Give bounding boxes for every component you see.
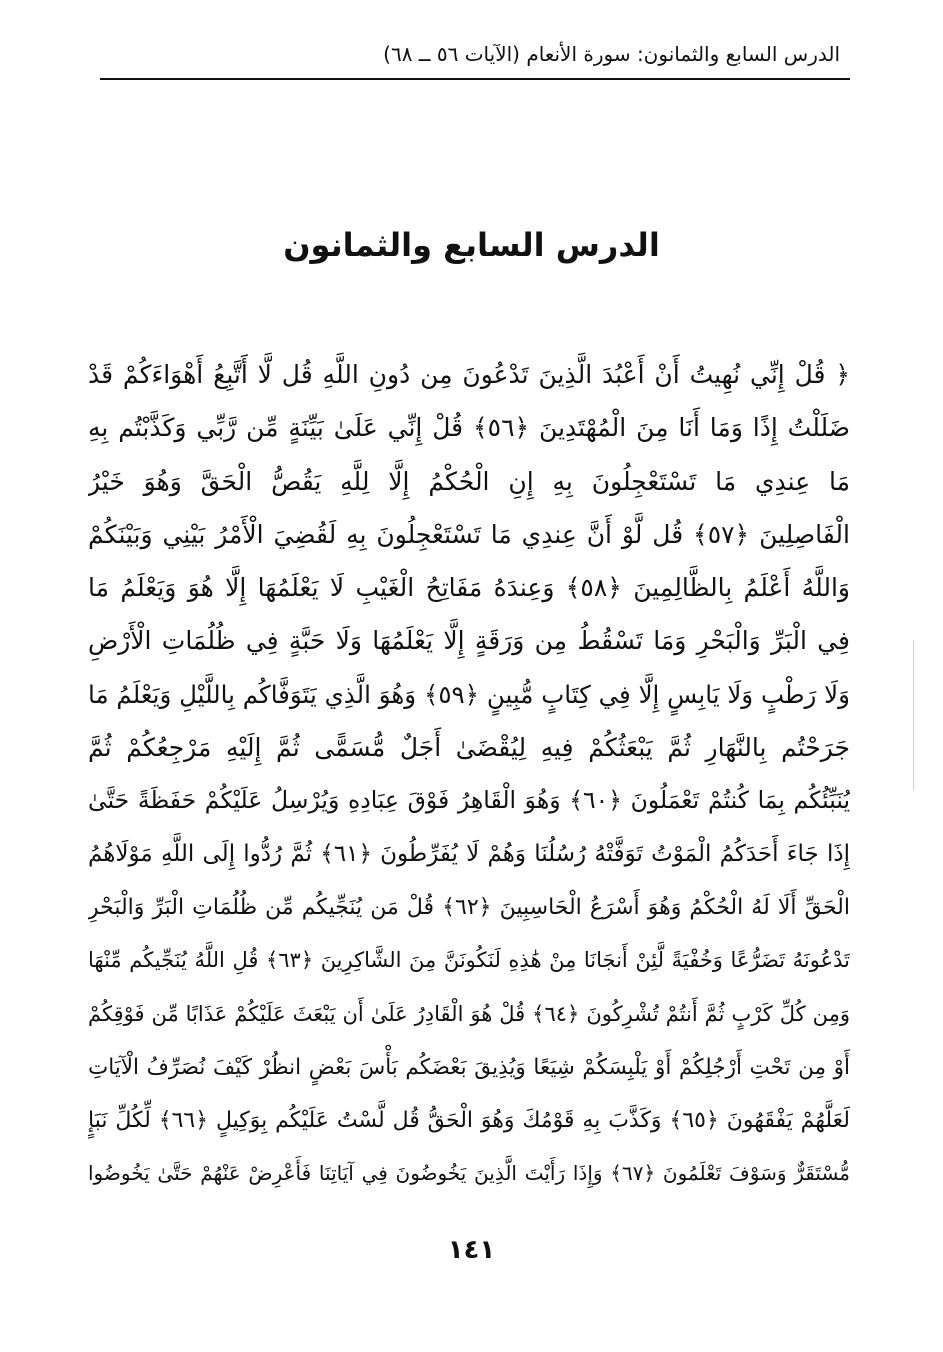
verse-line: وَلَا رَطْبٍ وَلَا يَابِسٍ إِلَّا فِي كِتَابٍ مُّبِينٍ ﴿٥٩﴾ وَهُوَ الَّذِي يَتَوَفَّاكُم بِاللَّيْلِ وَيَعْلَمُ مَا bbox=[88, 679, 850, 709]
verse-line: مَا عِندِي مَا تَسْتَعْجِلُونَ بِهِ إِنِ الْحُكْمُ إِلَّا لِلَّهِ يَقُصُّ الْحَقَّ وَهُوَ خَيْرُ bbox=[88, 466, 850, 496]
running-header: الدرس السابع والثمانون: سورة الأنعام (الآيات ٥٦ ــ ٦٨) bbox=[383, 42, 840, 66]
verse-line: إِذَا جَاءَ أَحَدَكُمُ الْمَوْتُ تَوَفَّتْهُ رُسُلُنَا وَهُمْ لَا يُفَرِّطُونَ ﴿٦١﴾ ثُمَّ رُدُّوا إِلَى اللَّهِ مَوْلَاهُمُ bbox=[88, 840, 850, 867]
verse-line: وَمِن كُلِّ كَرْبٍ ثُمَّ أَنتُمْ تُشْرِكُونَ ﴿٦٤﴾ قُلْ هُوَ الْقَادِرُ عَلَىٰ أَن يَبْعَثَ عَلَيْكُمْ عَذَابًا مِّن فَوْقِكُمْ bbox=[88, 1001, 850, 1026]
verse-line: ﴿ قُلْ إِنِّي نُهِيتُ أَنْ أَعْبُدَ الَّذِينَ تَدْعُونَ مِن دُونِ اللَّهِ قُل لَّا أَتَّبِعُ أَهْوَاءَكُمْ قَدْ bbox=[88, 360, 850, 389]
verse-line: يُنَبِّئُكُم بِمَا كُنتُمْ تَعْمَلُونَ ﴿٦٠﴾ وَهُوَ الْقَاهِرُ فَوْقَ عِبَادِهِ وَيُرْسِلُ عَلَيْكُمْ حَفَظَةً حَتَّىٰ bbox=[88, 786, 850, 815]
verse-line: لَعَلَّهُمْ يَفْقَهُونَ ﴿٦٥﴾ وَكَذَّبَ بِهِ قَوْمُكَ وَهُوَ الْحَقُّ قُل لَّسْتُ عَلَيْكُم بِوَكِيلٍ ﴿٦٦﴾ لِّكُلِّ نَبَإٍ bbox=[88, 1108, 850, 1134]
lesson-title: الدرس السابع والثمانون bbox=[283, 226, 660, 264]
verse-line: الْفَاصِلِينَ ﴿٥٧﴾ قُل لَّوْ أَنَّ عِندِي مَا تَسْتَعْجِلُونَ بِهِ لَقُضِيَ الْأَمْرُ بَيْنِي وَبَيْنَكُمْ bbox=[88, 519, 850, 549]
verse-line: فِي الْبَرِّ وَالْبَحْرِ وَمَا تَسْقُطُ مِن وَرَقَةٍ إِلَّا يَعْلَمُهَا وَلَا حَبَّةٍ فِي ظُلُمَاتِ الْأَرْضِ bbox=[88, 626, 850, 656]
page-number: ١٤١ bbox=[447, 1235, 496, 1265]
verse-line: أَوْ مِن تَحْتِ أَرْجُلِكُمْ أَوْ يَلْبِسَكُمْ شِيَعًا وَيُذِيقَ بَعْضَكُم بَأْسَ بَعْضٍ انظُرْ كَيْفَ نُصَرِّفُ الْآيَاتِ bbox=[88, 1054, 850, 1080]
quran-verses-block bbox=[88, 348, 850, 1201]
scan-margin-line bbox=[913, 640, 914, 790]
verse-line: تَدْعُونَهُ تَضَرُّعًا وَخُفْيَةً لَّئِنْ أَنجَانَا مِنْ هَٰذِهِ لَنَكُونَنَّ مِنَ الشَّاكِرِينَ ﴿٦٣﴾ قُلِ اللَّهُ يُنَجِّيكُم مِّنْهَا bbox=[88, 948, 850, 973]
verse-line: الْحَقِّ أَلَا لَهُ الْحُكْمُ وَهُوَ أَسْرَعُ الْحَاسِبِينَ ﴿٦٢﴾ قُلْ مَن يُنَجِّيكُم مِّن ظُلُمَاتِ الْبَرِّ وَالْبَحْرِ bbox=[88, 894, 850, 920]
verse-line: وَاللَّهُ أَعْلَمُ بِالظَّالِمِينَ ﴿٥٨﴾ وَعِندَهُ مَفَاتِحُ الْغَيْبِ لَا يَعْلَمُهَا إِلَّا هُوَ وَيَعْلَمُ مَا bbox=[88, 573, 850, 603]
verse-line: ضَلَلْتُ إِذًا وَمَا أَنَا مِنَ الْمُهْتَدِينَ ﴿٥٦﴾ قُلْ إِنِّي عَلَىٰ بَيِّنَةٍ مِّن رَّبِّي وَكَذَّبْتُم بِهِ bbox=[88, 413, 850, 443]
verse-line: مُّسْتَقَرٌّ وَسَوْفَ تَعْلَمُونَ ﴿٦٧﴾ وَإِذَا رَأَيْتَ الَّذِينَ يَخُوضُونَ فِي آيَاتِنَا فَأَعْرِضْ عَنْهُمْ حَتَّىٰ يَخُوضُوا bbox=[88, 1161, 850, 1186]
verse-line: جَرَحْتُم بِالنَّهَارِ ثُمَّ يَبْعَثُكُمْ فِيهِ لِيُقْضَىٰ أَجَلٌ مُّسَمًّى ثُمَّ إِلَيْهِ مَرْجِعُكُمْ ثُمَّ bbox=[88, 733, 850, 763]
header-rule bbox=[100, 78, 850, 80]
